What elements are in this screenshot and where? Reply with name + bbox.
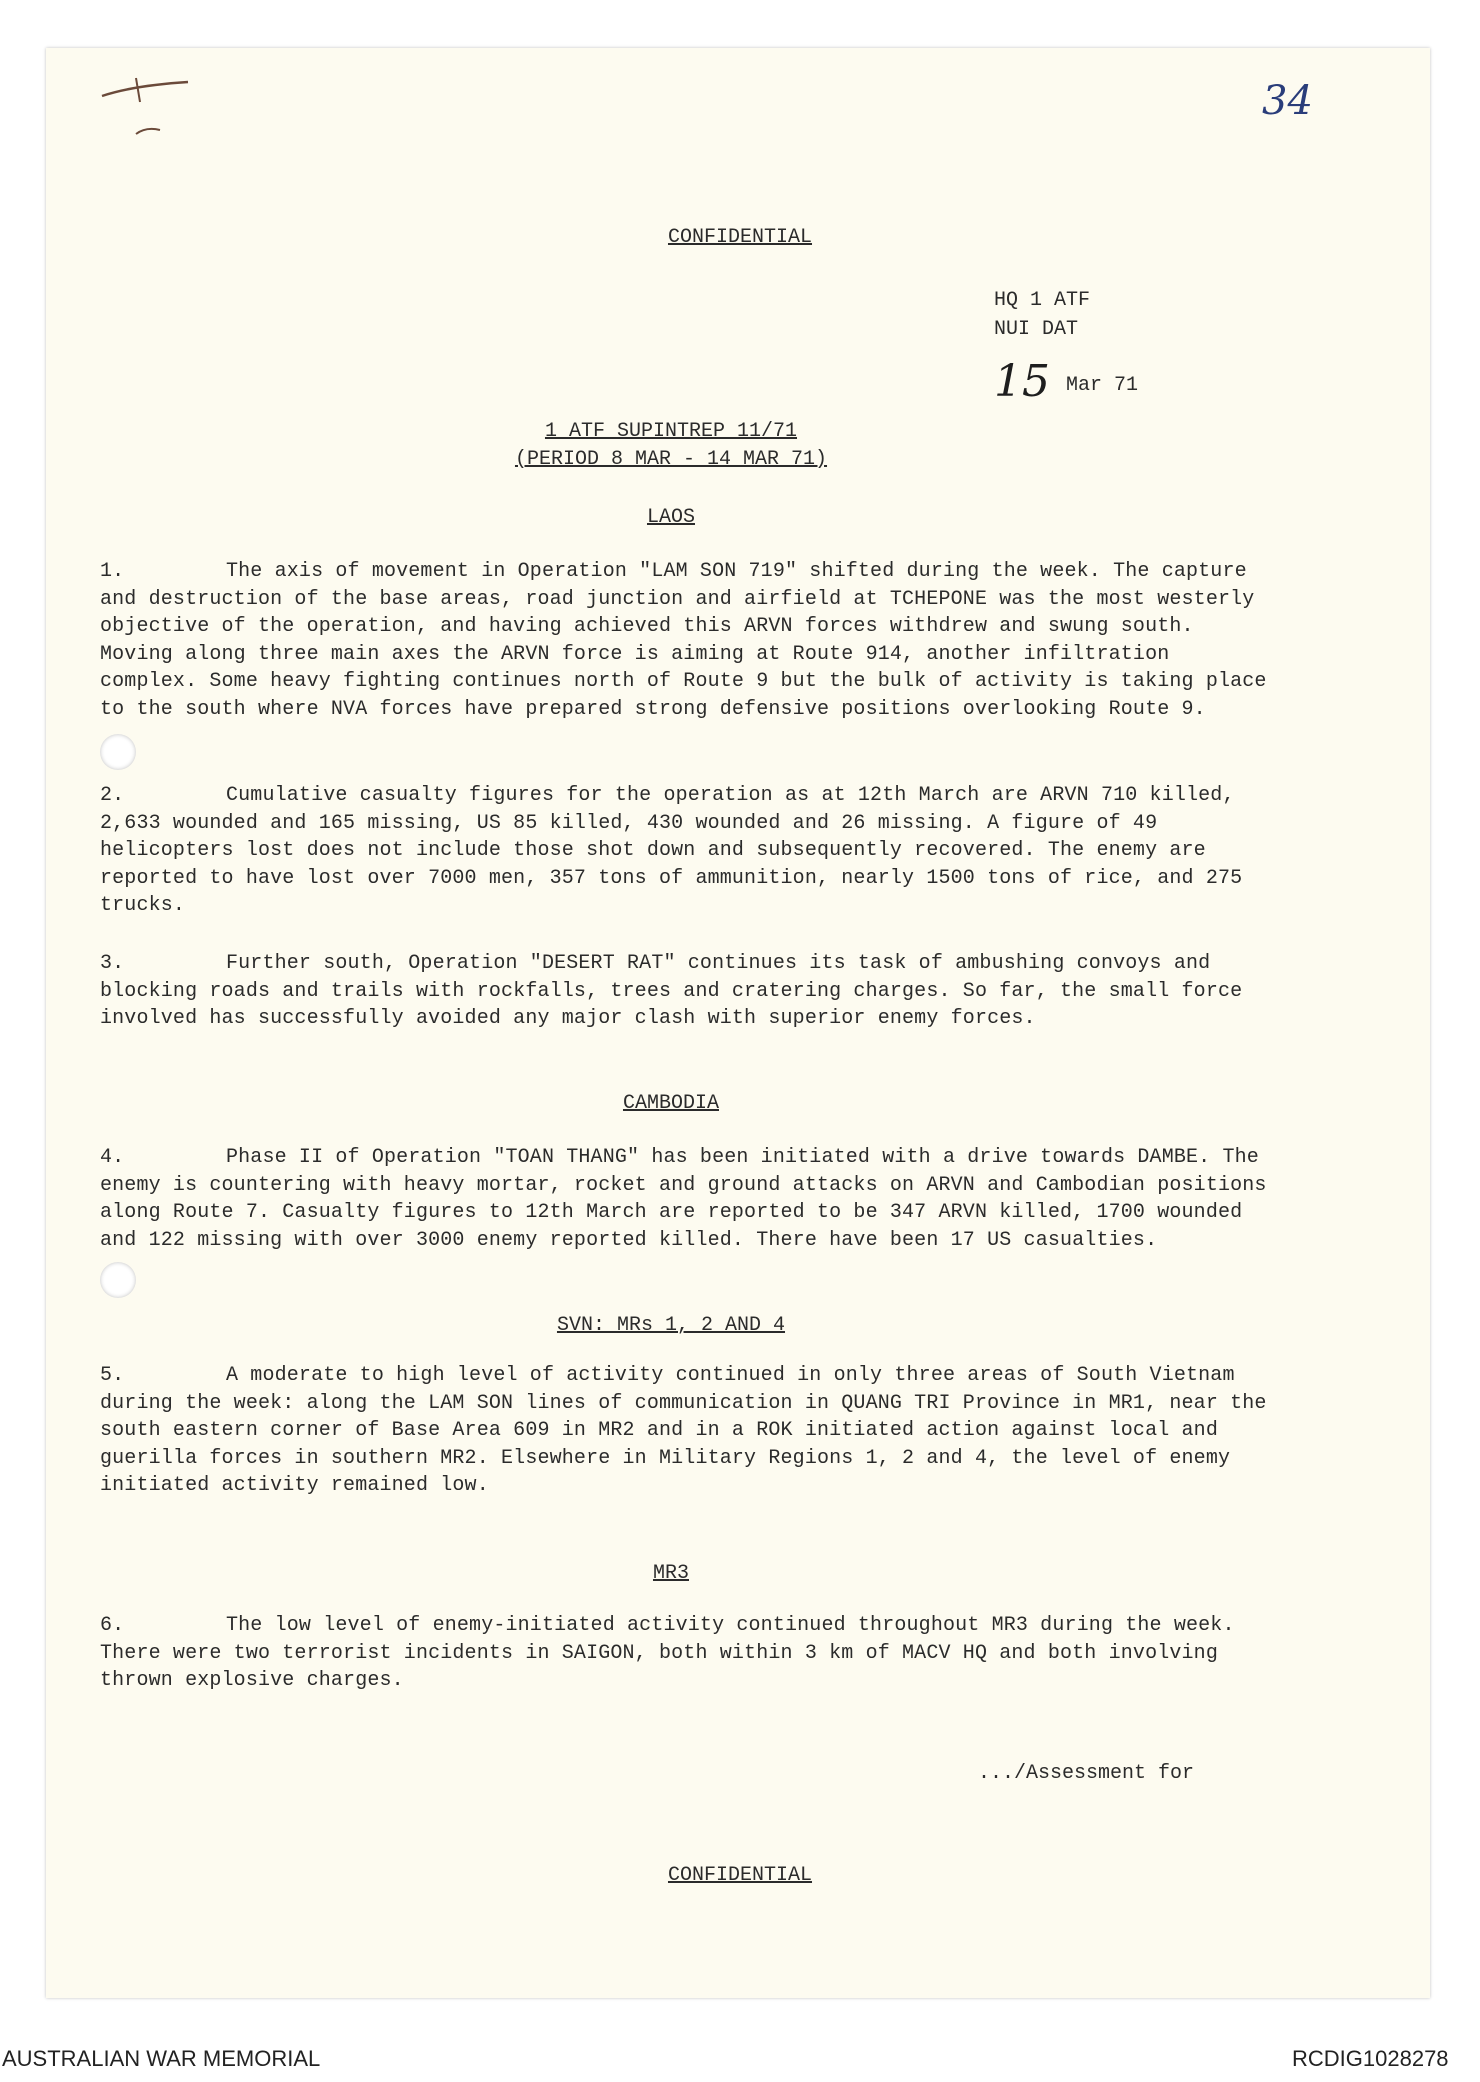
- handwritten-page-number: 34: [1262, 78, 1313, 124]
- paragraph-number: 6.: [100, 1614, 125, 1637]
- paragraph-text: The axis of movement in Operation "LAM SON 719" shifted during the week. The capture and destruction of the base areas, road junction and airfield at TCHEPONE was the most westerly objective of the operation, and having achieved this ARVN forces withdrew and swung south. Moving along three main axes the ARVN force is aiming at Route 914, another infiltration complex. Some heavy fighting continues north of Route 9 but the bulk of activity is taking place to the south where NVA forces have prepared strong defensive positions overlooking Route 9.: [100, 560, 1267, 721]
- paragraph-number: 5.: [100, 1364, 125, 1387]
- paragraph-number: 2.: [100, 784, 125, 807]
- paragraph: [100, 1144, 1276, 1254]
- paragraph-text: The low level of enemy-initiated activity continued throughout MR3 during the week. There were two terrorist incidents in SAIGON, both within 3 km of MACV HQ and both involving thrown explosive charges.: [100, 1614, 1235, 1692]
- classification-top-text: CONFIDENTIAL: [667, 226, 813, 249]
- paragraph-number: 4.: [100, 1146, 125, 1169]
- paragraph-number: 3.: [100, 952, 125, 975]
- section-heading-svn: SVN: MRs 1, 2 AND 4: [556, 1314, 786, 1337]
- classification-bottom-text: CONFIDENTIAL: [667, 1864, 813, 1887]
- paragraph-text: Cumulative casualty figures for the operation as at 12th March are ARVN 710 killed, 2,633 wounded and 165 missing, US 85 killed, 430 wounded and 26 missing. A figure of 49 helicopters lost does not include those shot down and subsequently recovered. The enemy are reported to have lost over 7000 men, 357 tons of ammunition, nearly 1500 tons of rice, and 275 trucks.: [100, 784, 1243, 917]
- header-date: [994, 356, 1138, 407]
- paragraph: [100, 1362, 1276, 1500]
- report-period: (PERIOD 8 MAR - 14 MAR 71): [514, 448, 828, 471]
- paragraph-number: 1.: [100, 560, 125, 583]
- classification-bottom: [0, 1864, 1480, 1887]
- punch-hole: [100, 734, 136, 770]
- paragraph: [100, 558, 1276, 723]
- paragraph-text: Further south, Operation "DESERT RAT" continues its task of ambushing convoys and blocking roads and trails with rockfalls, trees and cratering charges. So far, the small force involved has successfully avoided any major clash with superior enemy forces.: [100, 952, 1243, 1030]
- punch-hole: [100, 1262, 136, 1298]
- report-title: 1 ATF SUPINTREP 11/71: [544, 420, 798, 443]
- header-location: NUI DAT: [994, 318, 1079, 341]
- continuation-note: .../Assessment for: [978, 1762, 1195, 1785]
- paragraph: [100, 782, 1276, 920]
- pen-scribble-mark: [96, 72, 206, 152]
- section-heading-cambodia: CAMBODIA: [622, 1092, 719, 1115]
- classification-top: [0, 226, 1480, 249]
- footer-source: AUSTRALIAN WAR MEMORIAL: [2, 2046, 321, 2071]
- section-heading-laos: LAOS: [646, 506, 695, 529]
- date-month-year: Mar 71: [1066, 374, 1139, 397]
- footer-id: RCDIG1028278: [1292, 2046, 1449, 2071]
- section-heading-mr3: MR3: [652, 1562, 689, 1585]
- handwritten-date-day: 15: [994, 356, 1050, 407]
- paragraph-text: Phase II of Operation "TOAN THANG" has been initiated with a drive towards DAMBE. The enemy is countering with heavy mortar, rocket and ground attacks on ARVN and Cambodian positions along Route 7. Casualty figures to 12th March are reported to be 347 ARVN killed, 1700 wounded and 122 missing with over 3000 enemy reported killed. There have been 17 US casualties.: [100, 1146, 1267, 1252]
- paragraph: [100, 950, 1276, 1033]
- header-hq: HQ 1 ATF: [994, 289, 1091, 312]
- paragraph-text: A moderate to high level of activity continued in only three areas of South Vietnam during the week: along the LAM SON lines of communication in QUANG TRI Province in MR1, near the south eastern corner of Base Area 609 in MR2 and in a ROK initiated action against local and guerilla forces in southern MR2. Elsewhere in Military Regions 1, 2 and 4, the level of enemy initiated activity remained low.: [100, 1364, 1267, 1497]
- report-title-block: [0, 418, 1342, 474]
- paragraph: [100, 1612, 1276, 1695]
- header-block: [994, 286, 1090, 344]
